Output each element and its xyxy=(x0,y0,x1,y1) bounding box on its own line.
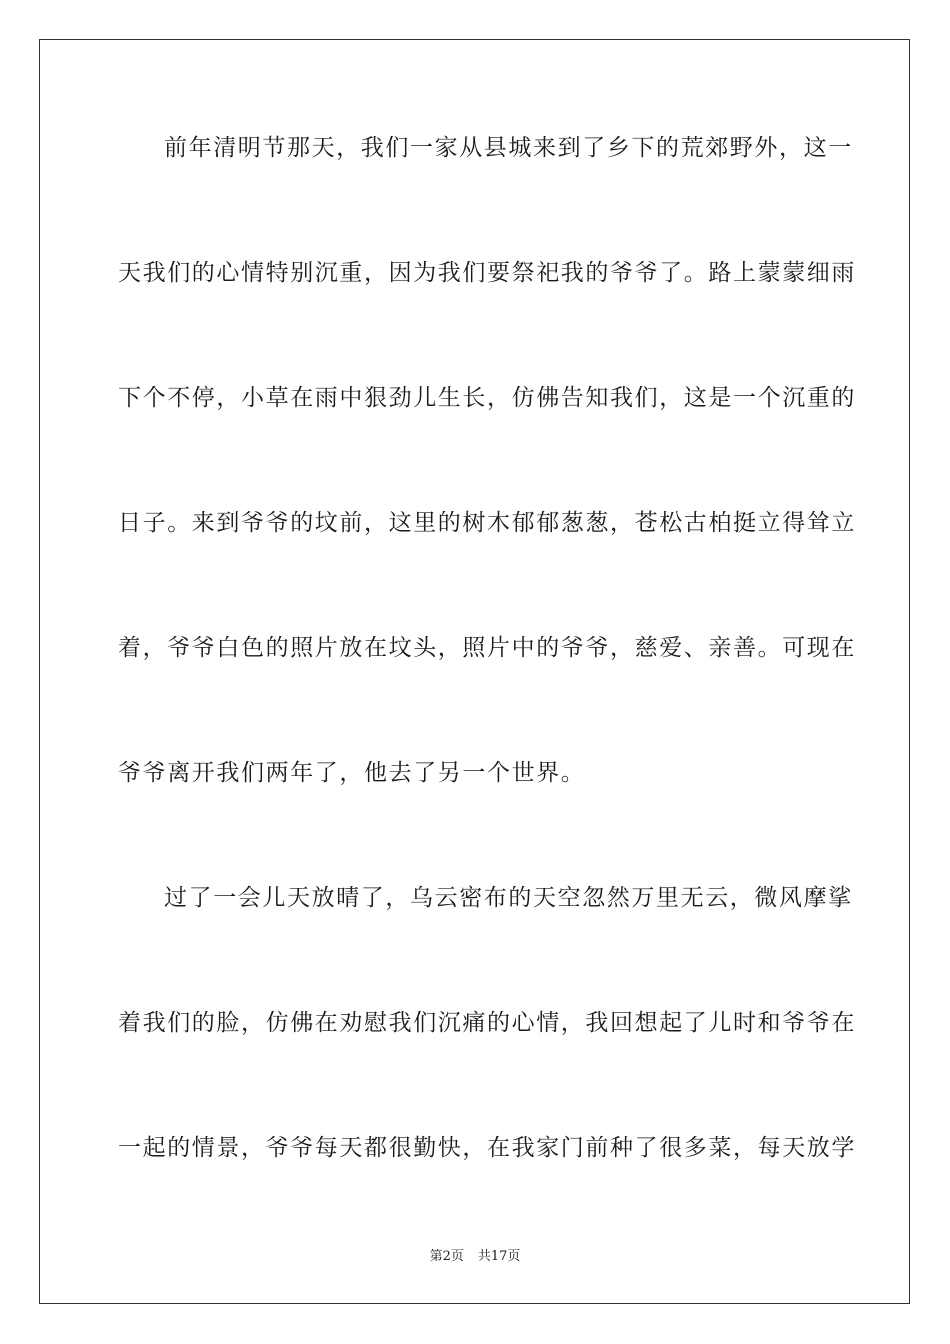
paragraph-1-line-6: 爷爷离开我们两年了，他去了另一个世界。 xyxy=(118,760,586,786)
paragraph-1-line-3: 下个不停，小草在雨中狠劲儿生长，仿佛告知我们，这是一个沉重的 xyxy=(118,385,856,411)
page-footer xyxy=(0,1245,950,1264)
paragraph-2-line-1: 过了一会儿天放晴了，乌云密布的天空忽然万里无云，微风摩挲 xyxy=(164,885,853,911)
total-pages: 共17页 xyxy=(477,1249,521,1264)
paragraph-1-line-4: 日子。来到爷爷的坟前，这里的树木郁郁葱葱，苍松古柏挺立得耸立 xyxy=(118,510,856,536)
paragraph-2-line-3: 一起的情景，爷爷每天都很勤快，在我家门前种了很多菜，每天放学 xyxy=(118,1135,856,1161)
paragraph-1-line-2: 天我们的心情特别沉重，因为我们要祭祀我的爷爷了。路上蒙蒙细雨 xyxy=(118,260,856,286)
paragraph-2-line-2: 着我们的脸，仿佛在劝慰我们沉痛的心情，我回想起了儿时和爷爷在 xyxy=(118,1010,856,1036)
page-border xyxy=(39,39,910,1304)
page-number: 第2页 xyxy=(429,1249,464,1264)
paragraph-1-line-5: 着，爷爷白色的照片放在坟头，照片中的爷爷，慈爱、亲善。可现在 xyxy=(118,635,856,661)
paragraph-1-line-1: 前年清明节那天，我们一家从县城来到了乡下的荒郊野外，这一 xyxy=(164,135,853,161)
